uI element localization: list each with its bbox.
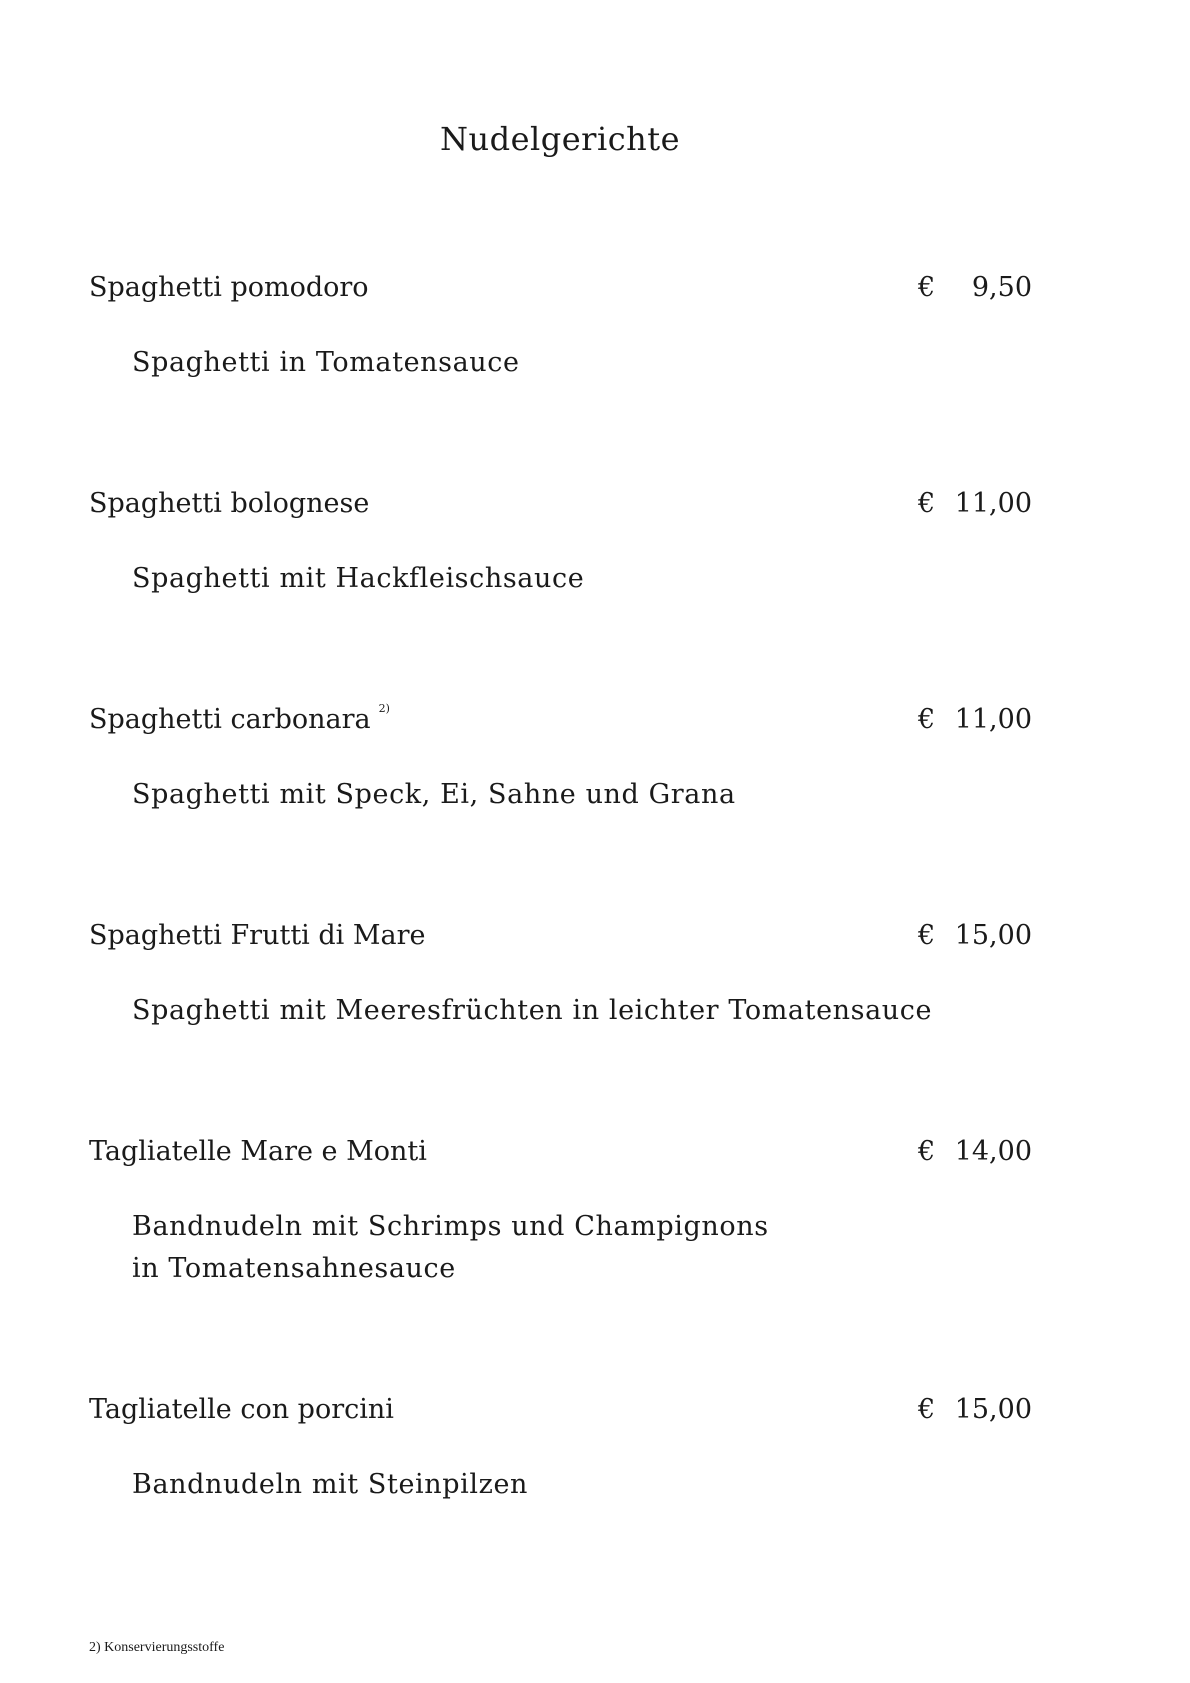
- description-line: Bandnudeln mit Schrimps und Champignons: [132, 1211, 769, 1242]
- currency-symbol: €: [918, 1136, 936, 1167]
- description-line: Spaghetti mit Speck, Ei, Sahne und Grana: [132, 779, 736, 810]
- currency-symbol: €: [918, 272, 936, 303]
- currency-symbol: €: [918, 704, 936, 735]
- price-amount: 11,00: [954, 704, 1032, 735]
- description-line: Spaghetti in Tomatensauce: [132, 347, 520, 378]
- description-line: Spaghetti mit Hackfleischsauce: [132, 563, 585, 594]
- item-name: Spaghetti Frutti di Mare: [89, 920, 426, 951]
- allergen-note: 2): [378, 702, 390, 715]
- item-description: [132, 342, 520, 384]
- description-line: in Tomatensahnesauce: [132, 1253, 456, 1284]
- price-amount: 15,00: [954, 1394, 1032, 1425]
- page-title: Nudelgerichte: [439, 120, 681, 158]
- item-description: [132, 1206, 769, 1290]
- price-amount: 14,00: [954, 1136, 1032, 1167]
- item-name: Spaghetti carbonara: [89, 704, 371, 735]
- footnote: 2) Konservierungsstoffe: [89, 1640, 225, 1655]
- currency-symbol: €: [918, 488, 936, 519]
- price-amount: 15,00: [954, 920, 1032, 951]
- item-name: Tagliatelle con porcini: [89, 1394, 394, 1425]
- currency-symbol: €: [918, 1394, 936, 1425]
- price-amount: 9,50: [971, 272, 1032, 303]
- item-name: Spaghetti bolognese: [89, 488, 370, 519]
- description-line: Bandnudeln mit Steinpilzen: [132, 1469, 529, 1500]
- price-amount: 11,00: [954, 488, 1032, 519]
- item-description: [132, 990, 932, 1032]
- item-description: [132, 558, 584, 600]
- item-description: [132, 774, 736, 816]
- item-description: [132, 1464, 528, 1506]
- item-name: Tagliatelle Mare e Monti: [89, 1136, 427, 1167]
- description-line: Spaghetti mit Meeresfrüchten in leichter Tomatensauce: [132, 995, 933, 1026]
- item-name: Spaghetti pomodoro: [89, 272, 369, 303]
- currency-symbol: €: [918, 920, 936, 951]
